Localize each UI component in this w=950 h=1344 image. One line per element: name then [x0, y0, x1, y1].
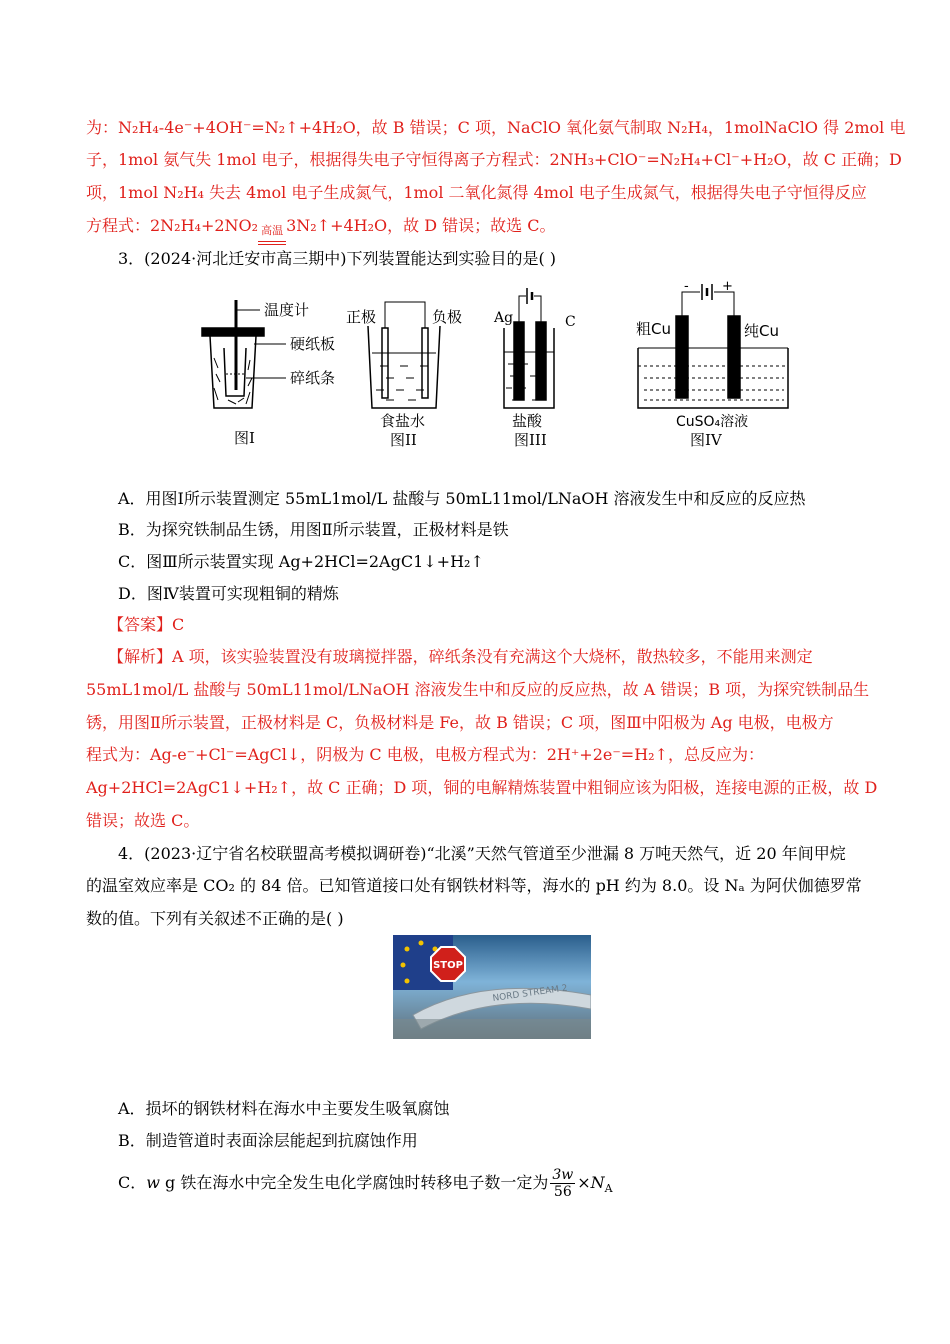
q3-analysis-line-1 — [108, 647, 888, 667]
analysis-text-1: A 项，该实验装置没有玻璃搅拌器，碎纸条没有充满这个大烧杯，散热较多，不能用来测定 — [172, 647, 813, 666]
label-pure-cu: 纯Cu — [744, 322, 779, 340]
nord-stream-photo — [393, 935, 591, 1039]
electrode-crude-cu — [676, 316, 688, 398]
option-c-suffix: ×N — [577, 1173, 605, 1192]
prev-solution-line-4 — [86, 216, 866, 236]
electrode-ag — [514, 322, 524, 400]
liquid-dashes-2 — [376, 366, 428, 400]
label-fig3: 图III — [514, 431, 547, 449]
q3-analysis-line-5: Ag+2HCl=2AgC1↓+H₂↑，故 C 正确；D 项，铜的电解精炼装置中粗铜应该为阳极，连接电源的正极，故 D — [86, 778, 878, 797]
option-c-subscript: A — [604, 1182, 613, 1196]
answer-value: C — [172, 615, 185, 634]
label-minus: - — [684, 279, 689, 294]
prev-solution-line-3: 项，1mol N₂H₄ 失去 4mol 电子生成氮气，1mol 二氧化氮得 4mol 电子生成氮气，根据得失电子守恒得反应 — [86, 183, 867, 202]
label-negative: 负极 — [432, 308, 463, 326]
q3-option-b: B．为探究铁制品生锈，用图Ⅱ所示装置，正极材料是铁 — [118, 520, 509, 539]
q3-option-d: D．图Ⅳ装置可实现粗铜的精炼 — [118, 584, 339, 603]
fig3-cell — [504, 288, 554, 408]
reaction-arrow-line — [258, 241, 286, 242]
fig2-cell — [368, 302, 440, 408]
label-plus: + — [722, 279, 733, 294]
q4-option-c — [118, 1163, 898, 1203]
liquid-lines-4 — [644, 378, 784, 400]
fig4-cell — [638, 284, 788, 408]
analysis-label: 【解析】 — [108, 647, 173, 666]
fraction-denominator: 56 — [553, 1184, 572, 1200]
q3-figure — [200, 278, 790, 458]
electrode-pure-cu — [728, 316, 740, 398]
label-salt-water: 食盐水 — [380, 412, 426, 430]
seabed — [393, 1019, 591, 1039]
q3-option-c: C．图Ⅲ所示装置实现 Ag+2HCl=2AgC1↓+H₂↑ — [118, 552, 484, 571]
q4-stem-line-1: 4．(2023·辽宁省名校联盟高考模拟调研卷)“北溪”天然气管道至少泄漏 8 万吨天然气，近 20 年间甲烷 — [118, 844, 846, 863]
label-fig4: 图IV — [690, 431, 722, 449]
option-c-text: g 铁在海水中完全发生电化学腐蚀时转移电子数一定为 — [159, 1173, 549, 1192]
label-paper-strips: 碎纸条 — [290, 369, 336, 387]
label-fig1: 图I — [234, 429, 255, 447]
prev-solution-line-2: 子，1mol 氨气失 1mol 电子，根据得失电子守恒得离子方程式：2NH₃+ClO⁻=N₂H₄+Cl⁻+H₂O，故 C 正确；D — [86, 150, 902, 169]
q3-analysis-line-3: 锈，用图Ⅱ所示装置，正极材料是 C，负极材料是 Fe，故 B 错误；C 项，图Ⅲ中阳极为 Ag 电极，电极方 — [86, 713, 834, 732]
prev-solution-line-1: 为：N₂H₄-4e⁻+4OH⁻=N₂↑+4H₂O，故 B 错误；C 项，NaClO 氧化氨气制取 N₂H₄，1molNaClO 得 2mol 电 — [86, 118, 906, 137]
condition-text: 高温 — [261, 224, 284, 237]
equation-left: 方程式：2N₂H₄+2NO₂ — [86, 216, 259, 235]
q3-analysis-line-6: 错误；故选 C。 — [86, 811, 200, 830]
pipeline-text: NORD STREAM 2 — [492, 983, 569, 1004]
label-cardboard: 硬纸板 — [290, 335, 336, 353]
equation-right: 3N₂↑+4H₂O，故 D 错误；故选 C。 — [286, 216, 556, 235]
label-cuso4: CuSO₄溶液 — [676, 414, 749, 430]
q4-stem-line-2: 的温室效应率是 CO₂ 的 84 倍。已知管道接口处有钢铁材料等，海水的 pH 约为 8.0。设 Nₐ 为阿伏伽德罗常 — [86, 876, 862, 895]
electrode-c — [536, 322, 546, 400]
fraction-numerator: 3w — [552, 1167, 574, 1183]
photo-illustration — [393, 935, 591, 1039]
label-hcl: 盐酸 — [512, 412, 543, 430]
paper-strips — [214, 358, 252, 404]
q3-stem: 3．(2024·河北迁安市高三期中)下列装置能达到实验目的是( ) — [118, 249, 557, 268]
label-positive: 正极 — [346, 308, 377, 326]
fraction — [550, 1167, 575, 1200]
q3-analysis-line-4: 程式为：Ag-e⁻+Cl⁻=AgCl↓，阴极为 C 电极，电极方程式为：2H⁺+2e⁻=H₂↑，总反应为： — [86, 745, 764, 764]
label-ag: Ag — [494, 310, 514, 326]
electrode-positive — [382, 328, 388, 398]
option-c-prefix: C． — [118, 1173, 147, 1192]
label-c: C — [565, 314, 576, 330]
apparatus-diagram — [200, 278, 790, 458]
q3-option-a: A．用图Ⅰ所示装置测定 55mL1mol/L 盐酸与 50mL11mol/LNaOH 溶液发生中和反应的反应热 — [118, 489, 806, 508]
beaker-2 — [368, 326, 440, 408]
label-thermometer: 温度计 — [264, 301, 310, 319]
q3-analysis-line-2: 55mL1mol/L 盐酸与 50mL11mol/LNaOH 溶液发生中和反应的反应热，故 A 错误；B 项，为探究铁制品生 — [86, 680, 870, 699]
q3-answer — [108, 615, 888, 635]
wire-2 — [385, 302, 425, 328]
cardboard-lid — [202, 328, 264, 336]
reaction-arrow-line-2 — [258, 244, 286, 245]
q4-option-b: B．制造管道时表面涂层能起到抗腐蚀作用 — [118, 1131, 418, 1150]
electrode-negative — [422, 328, 428, 398]
label-crude-cu: 粗Cu — [636, 320, 671, 338]
q4-stem-line-3: 数的值。下列有关叙述不正确的是( ) — [86, 909, 344, 928]
wire-3 — [519, 296, 541, 322]
label-fig2: 图II — [390, 431, 417, 449]
answer-label: 【答案】 — [108, 615, 173, 634]
stop-text: STOP — [433, 960, 463, 971]
option-c-variable: w — [146, 1173, 160, 1192]
q4-option-a: A．损坏的钢铁材料在海水中主要发生吸氧腐蚀 — [118, 1099, 450, 1118]
